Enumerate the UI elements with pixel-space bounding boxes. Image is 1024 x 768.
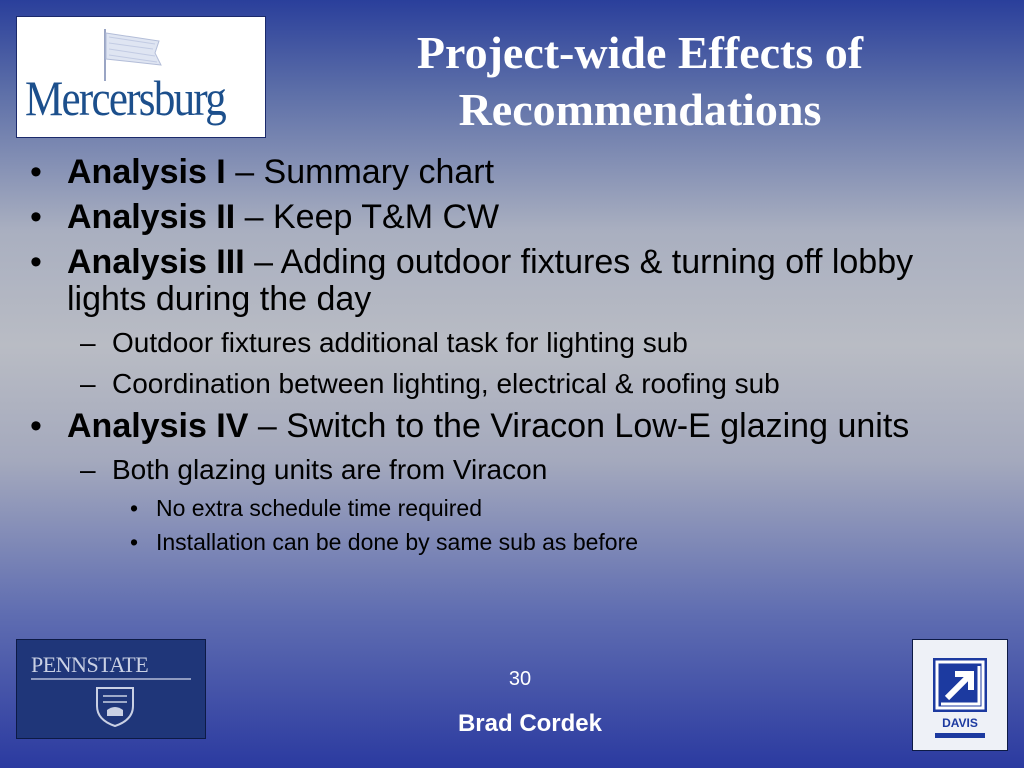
bullet-marker: • — [30, 407, 42, 445]
davis-mark-icon — [933, 658, 987, 712]
davis-wordmark: DAVIS — [942, 716, 978, 730]
davis-logo — [912, 639, 1008, 751]
bullet-marker: • — [30, 153, 42, 191]
bullet-marker: • — [30, 243, 42, 281]
pennstate-rule — [31, 678, 191, 680]
sub-sub-bullet-text: Installation can be done by same sub as before — [156, 529, 639, 555]
bullet-analysis-4 — [30, 408, 990, 445]
bullet-bold-label: Analysis I — [67, 153, 226, 191]
bullet-analysis-3 — [30, 244, 990, 318]
bullet-list — [30, 154, 990, 562]
mercersburg-wordmark: Mercersburg — [25, 70, 225, 126]
dash-marker: – — [80, 327, 96, 358]
bullet-bold-label: Analysis II — [67, 198, 236, 236]
pennstate-wordmark: PENNSTATE — [31, 652, 149, 677]
sub-bullet-coordination — [80, 367, 990, 400]
sub-sub-bullet-schedule — [130, 494, 990, 522]
author-name: Brad Cordek — [457, 710, 603, 737]
bullet-text: – Keep T&M CW — [235, 198, 500, 236]
sub-bullet-text: Outdoor fixtures additional task for lighting sub — [112, 327, 688, 358]
bullet-bold-label: Analysis III — [67, 243, 245, 281]
bullet-analysis-2 — [30, 199, 990, 236]
dash-marker: – — [80, 454, 96, 485]
sub-bullet-viracon — [80, 453, 990, 486]
bullet-text: – Adding outdoor fixtures & turning off lobby lights during the day — [67, 243, 914, 318]
dash-marker: – — [80, 368, 96, 399]
shield-icon — [95, 684, 135, 728]
bullet-bold-label: Analysis IV — [67, 407, 249, 445]
title-line-1: Project-wide Effects of — [416, 27, 864, 78]
bullet-marker: • — [30, 198, 42, 236]
davis-underline — [935, 733, 985, 738]
bullet-analysis-1 — [30, 154, 990, 191]
title-line-2: Recommendations — [458, 84, 822, 135]
slide-title — [290, 24, 990, 138]
bullet-text: – Summary chart — [225, 153, 495, 191]
sub-bullet-text: Coordination between lighting, electrical & roofing sub — [112, 368, 780, 399]
bullet-marker: • — [130, 529, 139, 555]
bullet-text: – Switch to the Viracon Low-E glazing units — [248, 407, 910, 445]
page-number: 30 — [508, 668, 532, 690]
pennstate-logo — [16, 639, 206, 739]
sub-sub-bullet-installation — [130, 528, 990, 556]
bullet-marker: • — [130, 495, 139, 521]
sub-sub-bullet-text: No extra schedule time required — [156, 495, 482, 521]
mercersburg-logo — [16, 16, 266, 138]
sub-bullet-outdoor-fixtures — [80, 326, 990, 359]
sub-bullet-text: Both glazing units are from Viracon — [112, 454, 548, 485]
